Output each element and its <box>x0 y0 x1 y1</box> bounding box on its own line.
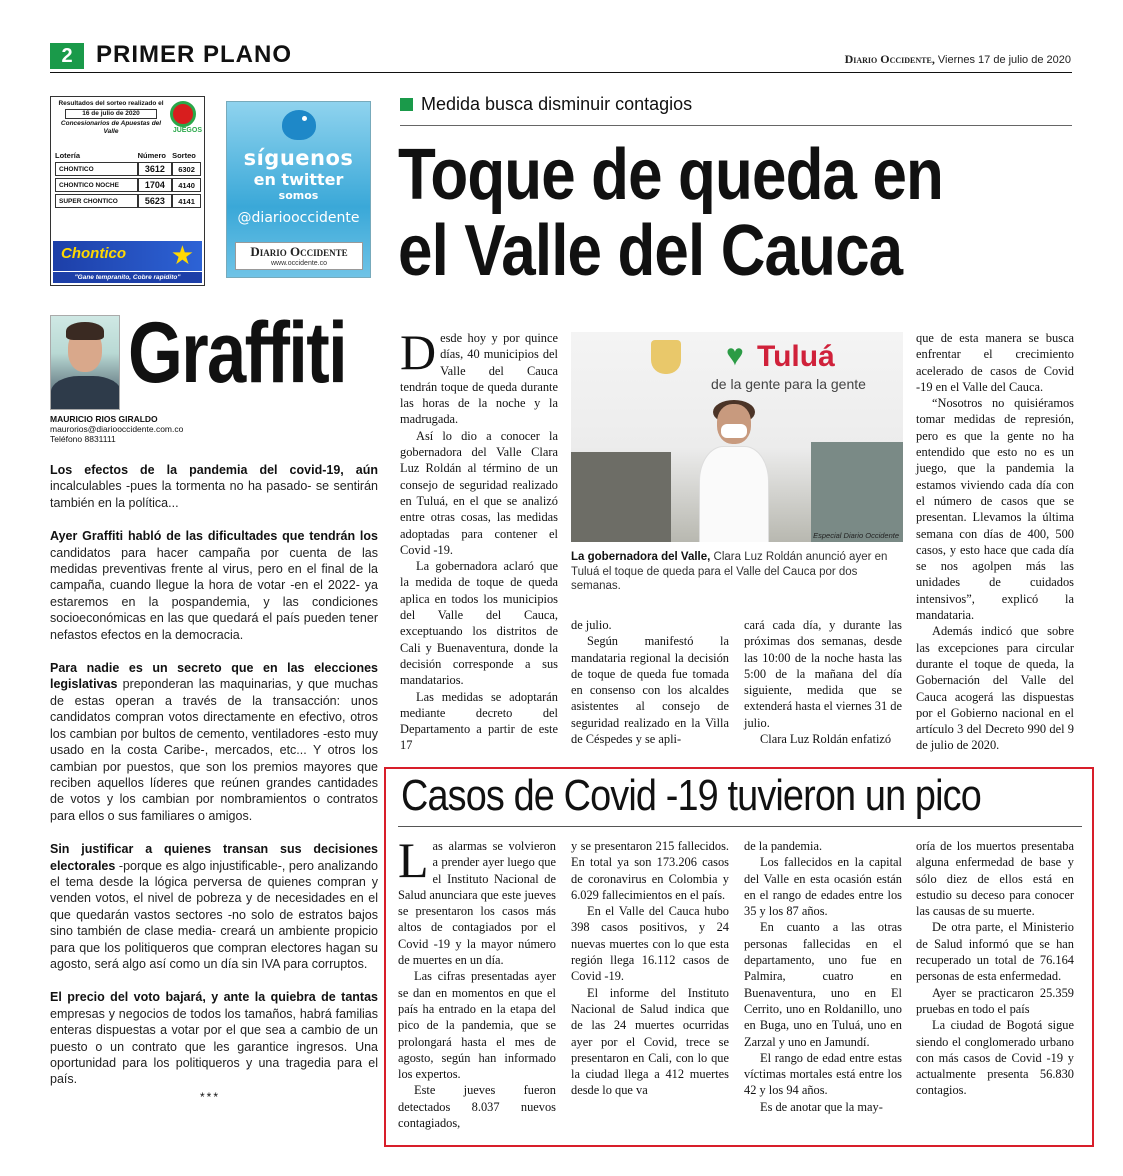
twitter-bird-icon <box>282 110 316 140</box>
box-paragraph: Las cifras presentadas ayer se dan en momentos en que el país ha entrado en la etapa del pico de la pandemia, que se prolongará hasta el mes de agosto, según han informado los expertos. <box>398 969 556 1082</box>
box-paragraph: La ciudad de Bogotá sigue siendo el conglomerado urbano con más casos de Covid -19 y actualmente presenta 56.830 contagios. <box>916 1018 1074 1098</box>
lottery-date: 16 de julio de 2020 <box>65 109 157 119</box>
chontico-brand-bar <box>53 241 202 271</box>
graffiti-lead: Ayer Graffiti habló de las dificultades que tendrán los <box>50 529 378 544</box>
columnist-credit <box>50 414 183 444</box>
photo-mask <box>721 424 747 438</box>
box-rule <box>398 826 1082 827</box>
photo-brand: Tuluá <box>757 340 835 373</box>
twitter-handle[interactable]: @diariooccidente <box>237 210 360 226</box>
drop-cap: L <box>398 832 429 888</box>
lottery-results-box <box>50 96 205 286</box>
article-column-1 <box>400 324 558 753</box>
box-paragraph: oría de los muertos presentaba alguna enfermedad de base y sólo diez de ellos está en estudio su deceso para conocer las causas de su muerte. <box>916 839 1074 919</box>
photo-slogan: de la gente para la gente <box>711 376 866 392</box>
juegos-logo-text: JUEGOS <box>172 127 202 134</box>
section-title: PRIMER PLANO <box>96 41 293 68</box>
photo-caption <box>571 550 903 594</box>
photo-credit: Especial Diario Occidente <box>813 531 899 540</box>
article-paragraph: Las medidas se adoptarán mediante decreto del Departamento a partir de este 17 <box>400 689 558 753</box>
photo-body <box>51 376 120 410</box>
masthead <box>845 52 1071 67</box>
columnist-photo <box>50 315 120 410</box>
article-headline <box>398 137 983 289</box>
box-column-4 <box>916 838 1074 1099</box>
graffiti-lead: Sin justificar a quienes transan sus decisiones electorales <box>50 842 378 873</box>
article-paragraph: Según manifestó la mandataria regional la decisión de toque de queda fue tomada en consenso con los alcaldes asistentes al consejo de seguridad realizado en la Villa de Céspedes y se apli- <box>571 634 729 747</box>
article-paragraph <box>400 324 558 428</box>
box-paragraph: Este jueves fueron detectados 8.037 nuevos contagiados, <box>398 1083 556 1131</box>
lottery-header <box>55 100 167 136</box>
article-paragraph: Además indicó que sobre las excepciones para circular durante el toque de queda, la Gobernación del Valle del Cauca acogerá las dispuestas por el Gobierno nacional en el artículo 3 del Decreto 990 del 9 de julio de 2020. <box>916 624 1074 753</box>
box-column-1 <box>398 832 556 1131</box>
article-column-2 <box>571 617 729 747</box>
headline-line2: el Valle del Cauca <box>398 211 903 291</box>
graffiti-lead: Los efectos de la pandemia del covid-19, aún <box>50 463 378 477</box>
box-paragraph: Los fallecidos en la capital del Valle en esta ocasión están en el rango de edades entre los 35 y los 87 años. <box>744 855 902 919</box>
caption-text: Clara Luz Roldán anunció ayer en Tuluá el toque de queda para el Valle del Cauca por dos semanas. <box>571 551 888 592</box>
article-paragraph: cará cada día, y durante las próximas dos semanas, desde las 10:00 de la noche hasta las 5:00 de la mañana del día siguiente, medida que se extenderá hasta el viernes 31 de julio. <box>744 618 902 730</box>
lottery-name: SUPER CHONTICO <box>55 194 138 208</box>
box-paragraph: El rango de edad entre estas víctimas mortales está entre los 42 y los 94 años. <box>744 1050 902 1098</box>
photo-governor <box>699 404 769 542</box>
headline-line1: Toque de queda en <box>398 135 943 215</box>
star-icon: ★ <box>170 240 194 270</box>
table-row <box>55 178 201 192</box>
graffiti-column <box>50 462 378 1105</box>
photo-background-right <box>811 442 903 542</box>
box-paragraph: En cuanto a las otras personas fallecidas en el departamento, uno fue en Palmira, cuatro en Buenaventura, uno en El Cerrito, uno en Roldanillo, uno en Buga, uno en Tuluá, uno en Zarzal y uno en Jamundí. <box>744 920 902 1049</box>
article-paragraph-text: esde hoy y por quince días, 40 municipios del Valle del Cauca tendrán toque de queda durante las horas de la noche y la madrugada. <box>400 331 558 427</box>
box-paragraph: y se presentaron 215 fallecidos. En total ya son 173.206 casos de coronavirus en Colombia y 6.029 fallecimientos en el país. <box>571 839 729 902</box>
article-kicker: Medida busca disminuir contagios <box>421 94 693 114</box>
lottery-number: 1704 <box>138 178 172 192</box>
graffiti-paragraph <box>50 841 378 972</box>
graffiti-paragraph <box>50 462 378 511</box>
lottery-name: CHONTICO <box>55 162 138 176</box>
twitter-promo[interactable] <box>226 101 371 278</box>
juegos-logo-icon <box>170 101 196 127</box>
page-number: 2 <box>50 43 84 69</box>
lottery-line1: Resultados del sorteo realizado el <box>58 100 164 107</box>
graffiti-title: Graffiti <box>128 305 347 401</box>
twitter-line3: somos <box>278 189 319 202</box>
article-paragraph: que de esta manera se busca enfrentar el crecimiento acelerado de casos de Covid -19 en el Valle del Cauca. <box>916 331 1074 394</box>
lottery-number: 3612 <box>138 162 172 176</box>
article-photo <box>571 332 903 542</box>
lottery-slogan: "Gane tempranito, Cobre rapidito" <box>53 272 202 283</box>
col-numero: Número <box>137 151 166 160</box>
twitter-brand: Diario Occidente <box>250 244 348 259</box>
col-loteria: Lotería <box>55 151 81 160</box>
article-column-3 <box>744 617 902 747</box>
box-column-3 <box>744 838 902 1115</box>
photo-torso <box>699 446 769 542</box>
masthead-date: Viernes 17 de julio de 2020 <box>937 54 1071 66</box>
columnist-email[interactable]: maurorios@diariooccidente.com.co <box>50 424 184 434</box>
graffiti-body: incalculables -pues la tormenta no ha pasado- se sentirán también en la política... <box>50 479 378 510</box>
heart-icon: ♥ <box>726 339 744 372</box>
graffiti-lead: Para nadie es un secreto que en las elecciones legislativas <box>50 661 378 692</box>
box-paragraph: El informe del Instituto Nacional de Salud indica que de las 24 muertes ocurridas ayer por el Covid, trece se presentaron en Cali, con lo que la ciudad llega a 412 muertes desde lo que va <box>571 985 729 1098</box>
photo-background-left <box>571 452 671 542</box>
box-paragraph: Ayer se practicaron 25.359 pruebas en todo el país <box>916 985 1074 1016</box>
graffiti-paragraph <box>50 528 378 643</box>
graffiti-paragraph <box>50 989 378 1087</box>
twitter-brand-box <box>235 242 363 270</box>
lottery-table <box>55 149 201 210</box>
twitter-line2: en twitter <box>253 170 344 189</box>
chontico-logo: Chontico <box>61 245 126 262</box>
box-column-2 <box>571 838 729 1099</box>
table-row <box>55 162 201 176</box>
photo-hair <box>66 322 104 340</box>
box-paragraph: En el Valle del Cauca hubo 398 casos positivos, y 24 nuevas muertes con lo que esta región llega 16.112 casos de Covid -19. <box>571 904 729 984</box>
article-paragraph: “Nosotros no quisiéramos tomar medidas de represión, pero es que la gente no ha entendido que esto no es un juego, que la pandemia la estamos viviendo cada día con el número de casos que se presentan. Llevamos la última semana con días de 400, 500 casos, y esto hace que cada día se nos agolpen más las unidades de cuidados intensivos”, explicó la mandataria. <box>916 396 1074 623</box>
graffiti-body: candidatos para hacer campaña por cuenta de las medidas preventivas frente al virus, pero en el final de la campaña, cuando llegue la hora de votar -en el 2022- ya estaremos en la pospandemia, y las condiciones socioeconómicas en las que quedará el país pueden tener nefastos efectos en la democracia. <box>50 545 378 642</box>
graffiti-lead: El precio del voto bajará, y ante la quiebra de tantas <box>50 990 378 1005</box>
lottery-line2: Concesionarios de Apuestas del Valle <box>60 120 162 135</box>
tulua-shield-icon <box>651 340 681 374</box>
article-paragraph: Así lo dio a conocer la gobernadora del Valle Clara Luz Roldán al término de un consejo de seguridad realizado en Tuluá, en el que se analizó entre otras cosas, las medidas adoptadas para contener el Covid -19. <box>400 428 558 557</box>
table-row <box>55 194 201 208</box>
article-column-4 <box>916 330 1074 754</box>
col-sorteo: Sorteo <box>172 151 196 160</box>
article-paragraph: Clara Luz Roldán enfatizó <box>760 732 892 747</box>
graffiti-paragraph <box>50 660 378 824</box>
kicker-rule <box>400 125 1072 126</box>
lottery-draw: 6302 <box>172 162 201 176</box>
columnist-phone: Teléfono 8831111 <box>50 434 116 444</box>
kicker-square-icon <box>400 98 413 111</box>
header-rule <box>50 72 1072 73</box>
box-paragraph: De otra parte, el Ministerio de Salud informó que se han recuperado un total de 76.164 personas de esta enfermedad. <box>916 920 1074 984</box>
lottery-draw: 4140 <box>172 178 201 192</box>
twitter-line1: síguenos <box>243 146 354 170</box>
lottery-number: 5623 <box>138 194 172 208</box>
box-headline: Casos de Covid -19 tuvieron un pico <box>401 771 981 820</box>
end-mark: *** <box>200 1090 221 1104</box>
box-paragraph: Es de anotar que la may- <box>760 1099 883 1114</box>
article-paragraph: de julio. <box>571 618 612 632</box>
drop-cap: D <box>400 324 437 380</box>
box-paragraph: de la pandemia. <box>744 839 823 853</box>
columnist-name: MAURICIO RIOS GIRALDO <box>50 414 158 424</box>
box-paragraph-text: as alarmas se volvieron a prender ayer luego que el Instituto Nacional de Salud anunciara que este jueves se presentaron los casos más altos de contagiados por el Covid -19 y la mayor número de muertes en un día. <box>398 839 556 968</box>
masthead-brand: Diario Occidente, <box>844 52 935 66</box>
lottery-name: CHONTICO NOCHE <box>55 178 138 192</box>
lottery-draw: 4141 <box>172 194 201 208</box>
article-paragraph: La gobernadora aclaró que la medida de toque de queda aplica en todos los municipios del Valle del Cauca, exceptuando los distritos de Cali y Buenaventura, donde la decisión corresponde a sus mandatarios. <box>400 559 558 688</box>
twitter-url[interactable]: www.occidente.co <box>270 260 328 267</box>
caption-lead: La gobernadora del Valle, <box>571 551 711 563</box>
box-paragraph <box>398 832 556 968</box>
graffiti-body: empresas y negocios de todos los tamaños, habrá familias enteras dispuestas a votar por el que sea a cambio de un puesto o un contrato que les garantice ingresos. Una oportunidad para los politiqueros y una tragedia para el país. <box>50 1006 378 1087</box>
graffiti-body: -porque es algo injustificable-, pero analizando el tema desde la lógica perversa de quienes compran y venden votos, el nivel de pobreza y de necesidades en el que quedarán vastos sectores -no solo de estratos bajos sino también de clase media- creará un ambiente propicio para que los politiqueros que compran electores hagan su agosto, será algo así como un día sin IVA para corruptos. <box>50 858 378 971</box>
graffiti-body: preponderan las maquinarias, y que muchas de estas operan a través de la transacción: unos candidatos compran votos directamente en efectivo, otros los cambian por bultos de cemento, ventiladores -esto muy usado en la costa Caribe-, mercados, etc... Y otros los cambian por puestos, que son los premios mayores que reciben aquellos líderes que reúnen grandes cantidades de votos y los cambian por nombramientos o contratos para ellos o sus familiares o amigos. <box>50 677 378 823</box>
